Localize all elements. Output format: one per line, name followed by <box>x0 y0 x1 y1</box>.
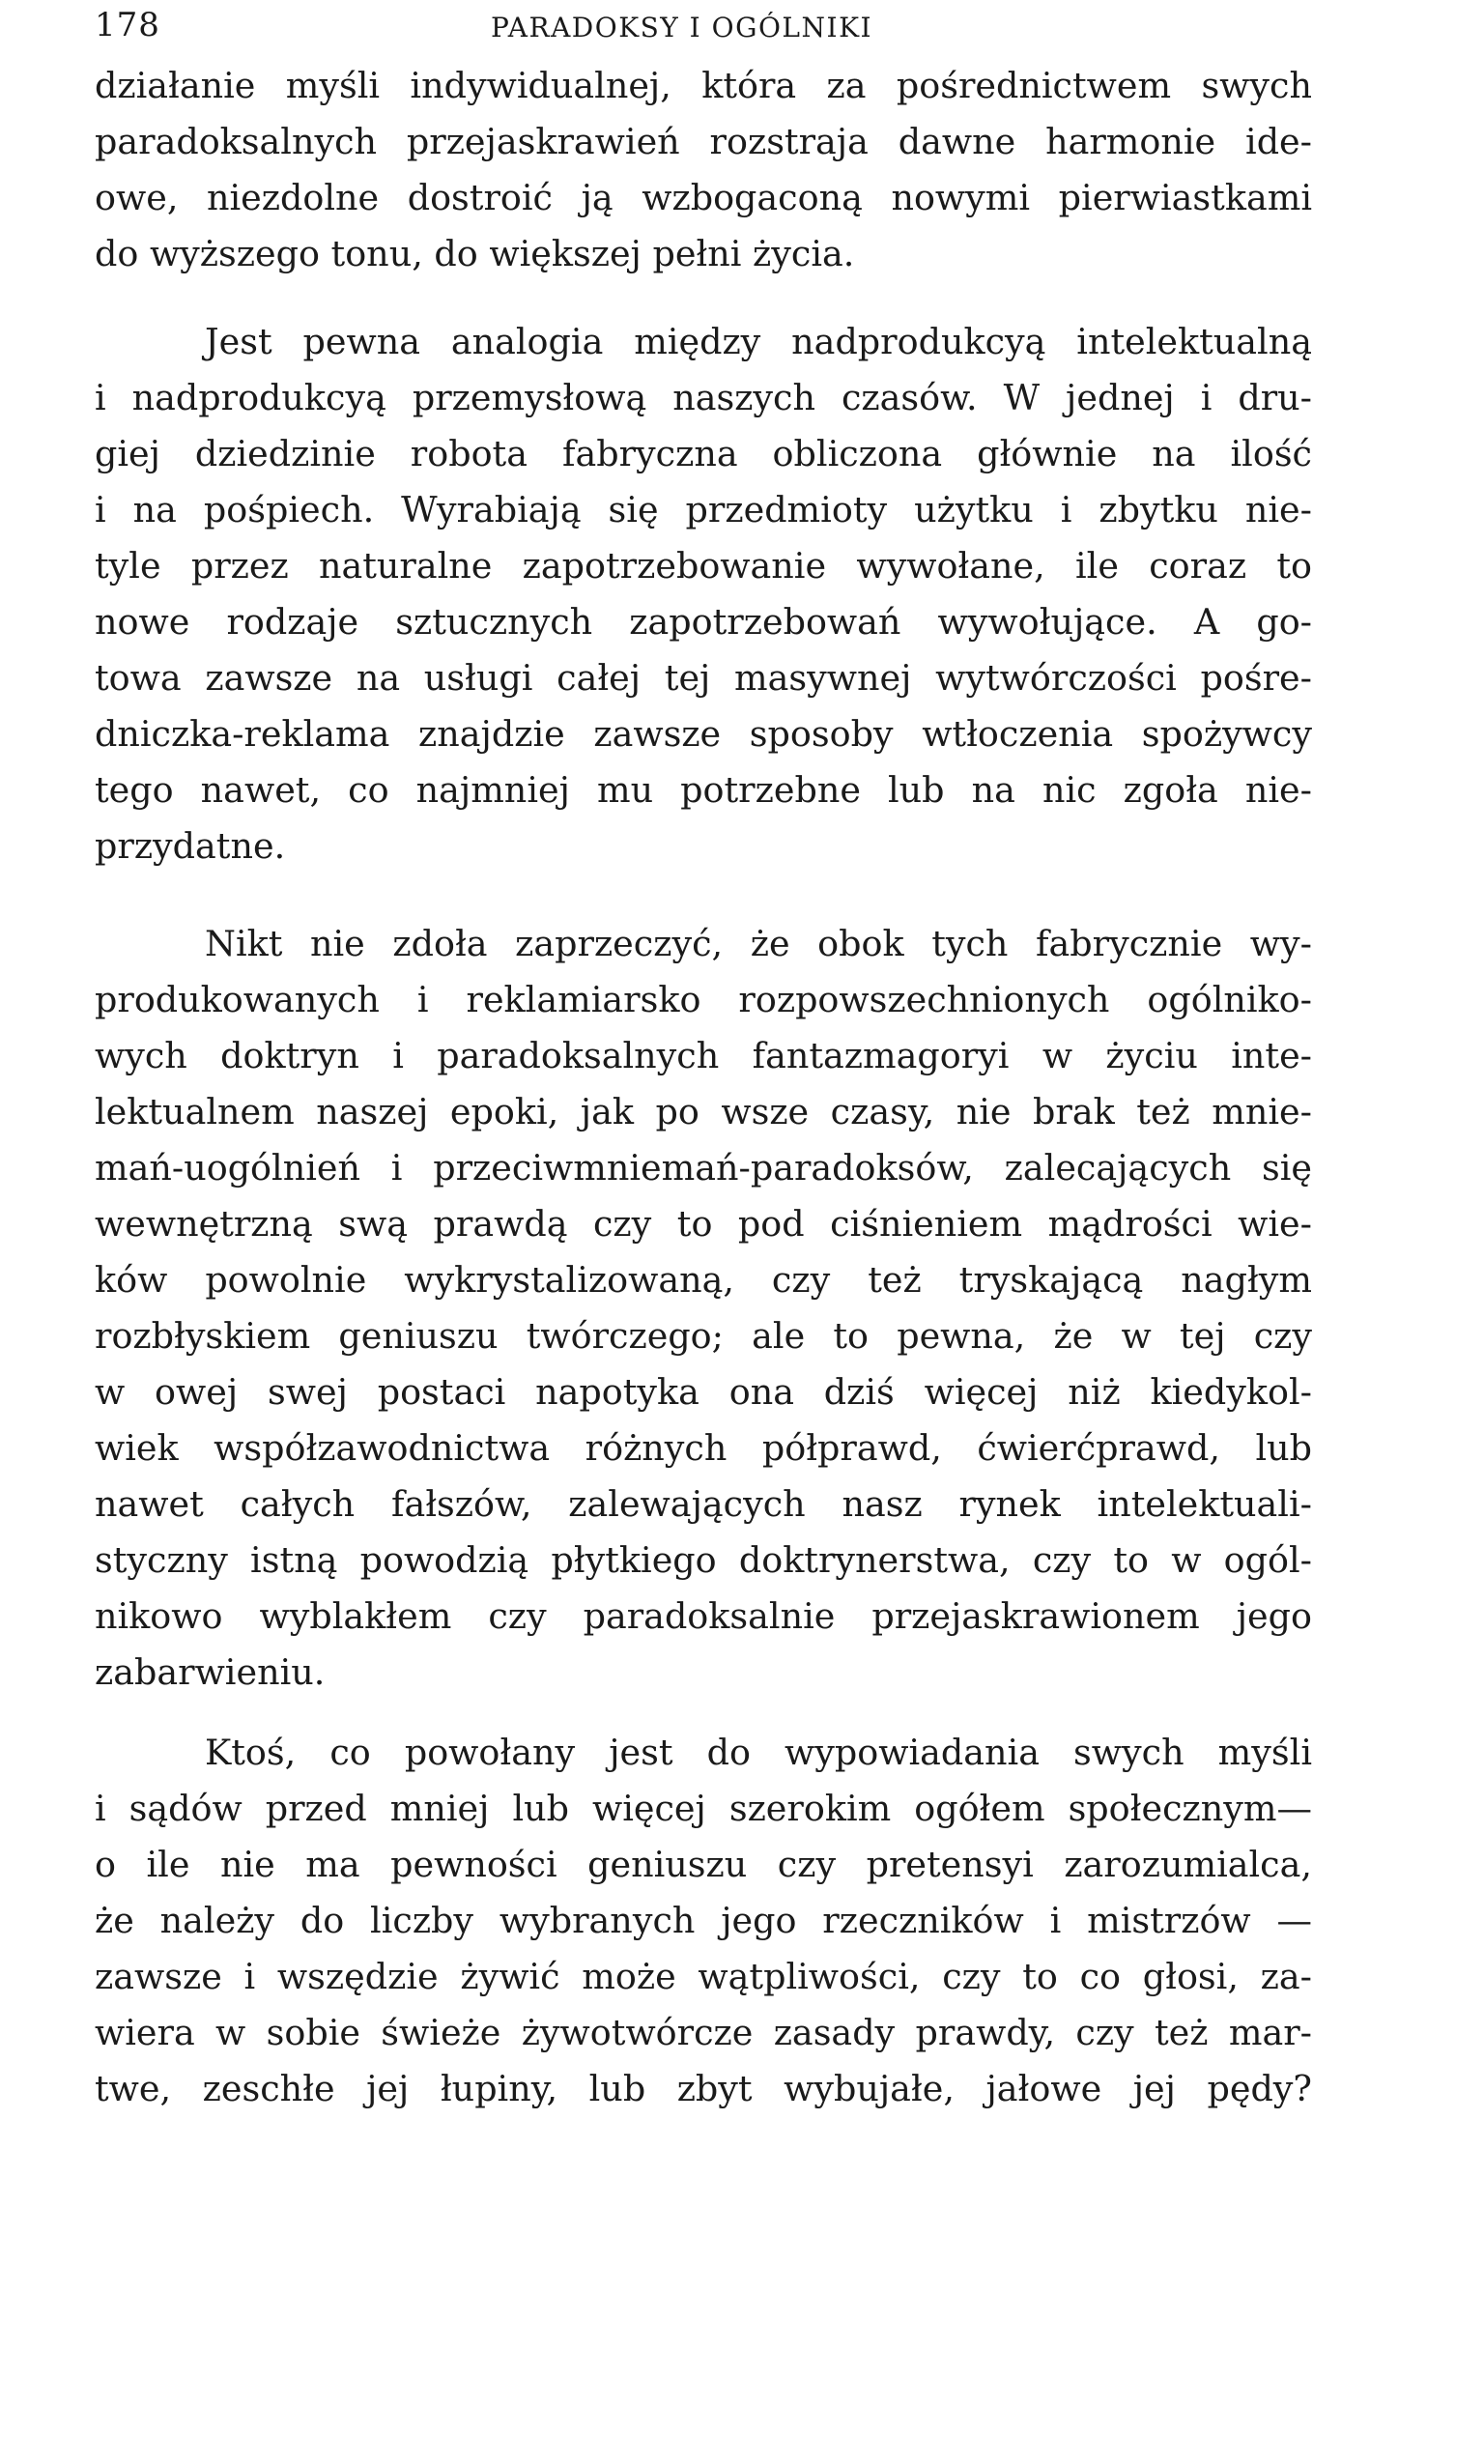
text-line: styczny istną powodzią płytkiego doktrynerstwa, czy to w ogól- <box>95 1539 1312 1581</box>
text-line: Nikt nie zdoła zaprzeczyć, że obok tych fabrycznie wy- <box>205 923 1312 964</box>
text-line: nawet całych fałszów, zalewających nasz rynek intelektuali- <box>95 1483 1312 1525</box>
text-line: i sądów przed mniej lub więcej szerokim ogółem społecznym— <box>95 1788 1312 1829</box>
text-line: produkowanych i reklamiarsko rozpowszechnionych ogólniko- <box>95 979 1312 1020</box>
text-line: do wyższego tonu, do większej pełni życia. <box>95 233 855 274</box>
text-line: dniczka-reklama znajdzie zawsze sposoby wtłoczenia spożywcy <box>95 713 1312 755</box>
running-title: PARADOKSY I OGÓLNIKI <box>491 12 873 43</box>
text-line: Jest pewna analogia między nadprodukcyą intelektualną <box>205 321 1312 362</box>
text-line: przydatne. <box>95 825 286 867</box>
page-number: 178 <box>95 6 160 44</box>
text-line: tyle przez naturalne zapotrzebowanie wywołane, ile coraz to <box>95 545 1312 587</box>
text-line: i nadprodukcyą przemysłową naszych czasów. W jednej i dru- <box>95 377 1312 418</box>
text-line: zabarwieniu. <box>95 1651 326 1693</box>
text-line: twe, zeschłe jej łupiny, lub zbyt wybujałe, jałowe jej pędy? <box>95 2068 1312 2109</box>
text-line: nowe rodzaje sztucznych zapotrzebowań wywołujące. A go- <box>95 601 1312 643</box>
text-line: że należy do liczby wybranych jego rzeczników i mistrzów — <box>95 1900 1312 1941</box>
text-line: rozbłyskiem geniuszu twórczego; ale to pewna, że w tej czy <box>95 1315 1312 1357</box>
text-line: wewnętrzną swą prawdą czy to pod ciśnieniem mądrości wie- <box>95 1203 1312 1245</box>
text-line: tego nawet, co najmniej mu potrzebne lub na nic zgoła nie- <box>95 769 1312 811</box>
text-line: lektualnem naszej epoki, jak po wsze czasy, nie brak też mnie- <box>95 1091 1312 1132</box>
running-head <box>95 6 1314 44</box>
text-line: wiera w sobie świeże żywotwórcze zasady prawdy, czy też mar- <box>95 2012 1312 2053</box>
text-line: nikowo wyblakłem czy paradoksalnie przejaskrawionem jego <box>95 1595 1312 1637</box>
text-line: wych doktryn i paradoksalnych fantazmagoryi w życiu inte- <box>95 1035 1312 1076</box>
text-line: w owej swej postaci napotyka ona dziś więcej niż kiedykol- <box>95 1371 1312 1413</box>
text-line: Ktoś, co powołany jest do wypowiadania swych myśli <box>205 1732 1312 1773</box>
text-line: zawsze i wszędzie żywić może wątpliwości, czy to co głosi, za- <box>95 1956 1312 1997</box>
text-line: wiek współzawodnictwa różnych półprawd, ćwierćprawd, lub <box>95 1427 1312 1469</box>
text-line: mań-uogólnień i przeciwmniemań-paradoksów, zalecających się <box>95 1147 1312 1189</box>
text-line: giej dziedzinie robota fabryczna obliczona głównie na ilość <box>95 433 1312 474</box>
text-line: paradoksalnych przejaskrawień rozstraja dawne harmonie ide- <box>95 121 1312 162</box>
text-line: ków powolnie wykrystalizowaną, czy też tryskającą nagłym <box>95 1259 1312 1301</box>
text-line: owe, niezdolne dostroić ją wzbogaconą nowymi pierwiastkami <box>95 177 1312 218</box>
text-line: o ile nie ma pewności geniuszu czy pretensyi zarozumialca, <box>95 1844 1312 1885</box>
text-line: i na pośpiech. Wyrabiają się przedmioty użytku i zbytku nie- <box>95 489 1312 530</box>
text-line: działanie myśli indywidualnej, która za pośrednictwem swych <box>95 65 1312 106</box>
text-line: towa zawsze na usługi całej tej masywnej wytwórczości pośre- <box>95 657 1312 699</box>
